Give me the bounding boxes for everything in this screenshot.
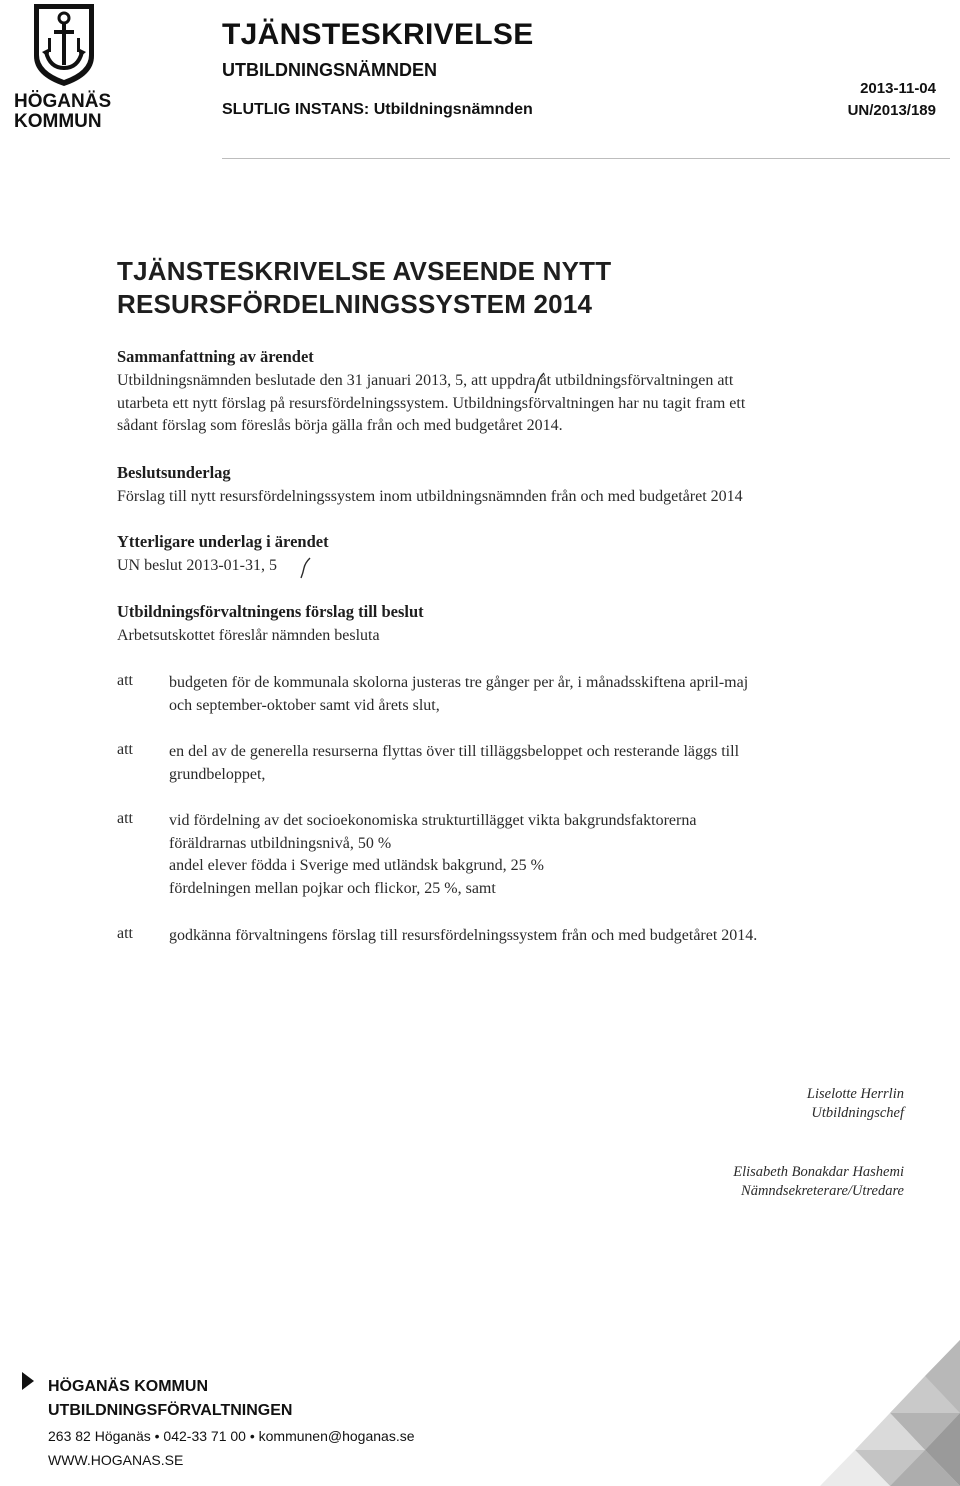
- document-title: [117, 255, 611, 321]
- decision-1-line-2: och september-oktober samt vid årets slut,: [169, 696, 440, 714]
- decision-label-2: att: [117, 741, 133, 758]
- summary-text: [117, 370, 745, 438]
- footer-website[interactable]: WWW.HOGANAS.SE: [48, 1452, 184, 1468]
- decision-3-line-1: vid fördelning av det socioekonomiska strukturtillägget vikta bakgrundsfaktorerna: [169, 812, 697, 829]
- footer-organization: HÖGANÄS KOMMUN: [48, 1378, 208, 1395]
- decision-item-4: [169, 925, 889, 948]
- signature-name-2: Elisabeth Bonakdar Hashemi: [733, 1164, 904, 1180]
- proposal-heading: Utbildningsförvaltningens förslag till beslut: [117, 602, 424, 621]
- footer-contact: 263 82 Höganäs • 042-33 71 00 • kommunen@hoganas.se: [48, 1428, 415, 1444]
- decision-label-1: att: [117, 672, 133, 689]
- decision-3-line-4: fördelningen mellan pojkar och flickor, 25 %, samt: [169, 879, 496, 897]
- summary-line-3: sådant förslag som föreslås börja gälla från och med budgetåret 2014.: [117, 417, 563, 434]
- additional-basis-heading: Ytterligare underlag i ärendet: [117, 532, 329, 551]
- header-reference: UN/2013/189: [847, 102, 936, 119]
- header-date: 2013-11-04: [860, 80, 936, 97]
- logo-line-1: HÖGANÄS: [14, 91, 112, 112]
- document-title-line-1: TJÄNSTESKRIVELSE AVSEENDE NYTT: [117, 256, 612, 286]
- decision-label-3: att: [117, 810, 133, 827]
- signature-role-1: Utbildningschef: [811, 1105, 904, 1121]
- anchor-crest-icon: [32, 2, 96, 88]
- header-instans: SLUTLIG INSTANS: Utbildningsnämnden: [222, 101, 533, 118]
- decision-4-line-1: godkänna förvaltningens förslag till resursfördelningssystem från och med budgetåret 2014.: [169, 927, 758, 944]
- header-divider: [222, 158, 950, 159]
- decision-item-2: [169, 741, 889, 786]
- logo-line-2: KOMMUN: [14, 111, 102, 132]
- summary-line-1: Utbildningsnämnden beslutade den 31 januari 2013, 5, att uppdra åt utbildningsförvaltningen att: [117, 372, 734, 389]
- triangle-pattern-icon: [820, 1340, 960, 1486]
- decision-1-line-1: budgeten för de kommunala skolorna justeras tre gånger per år, i månadsskiftena april-maj: [169, 674, 749, 691]
- summary-line-2: utarbeta ett nytt förslag på resursfördelningssystem. Utbildningsförvaltningen har nu tagit fram ett: [117, 394, 746, 412]
- decision-item-1: [169, 672, 889, 717]
- section-sign-icon: [300, 557, 312, 579]
- decision-label-4: att: [117, 925, 133, 942]
- decision-basis-heading: Beslutsunderlag: [117, 463, 231, 482]
- summary-heading: Sammanfattning av ärendet: [117, 347, 314, 366]
- document-title-line-2: RESURSFÖRDELNINGSSYSTEM 2014: [117, 289, 593, 319]
- municipality-logo: [14, 2, 114, 132]
- decision-2-line-2: grundbeloppet,: [169, 765, 266, 783]
- decision-3-line-3: andel elever födda i Sverige med utländsk bakgrund, 25 %: [169, 857, 544, 874]
- signature-role-2: Nämndsekreterare/Utredare: [741, 1183, 904, 1199]
- decision-3-line-2: föräldrarnas utbildningsnivå, 50 %: [169, 834, 392, 852]
- decision-2-line-1: en del av de generella resurserna flyttas över till tilläggsbeloppet och resterande läggs till: [169, 743, 740, 760]
- decision-basis-text: Förslag till nytt resursfördelningssystem inom utbildningsnämnden från och med budgetåret 2014: [117, 488, 743, 505]
- header-title: TJÄNSTESKRIVELSE: [222, 18, 534, 51]
- footer-department: UTBILDNINGSFÖRVALTNINGEN: [48, 1402, 293, 1419]
- signature-name-1: Liselotte Herrlin: [806, 1086, 904, 1102]
- proposal-text: Arbetsutskottet föreslår nämnden besluta: [117, 627, 380, 644]
- decision-item-3: [169, 810, 889, 900]
- section-sign-icon: [534, 372, 546, 394]
- additional-basis-text: UN beslut 2013-01-31, 5: [117, 557, 277, 574]
- header-subtitle: UTBILDNINGSNÄMNDEN: [222, 60, 437, 80]
- triangle-right-icon: [20, 1370, 36, 1392]
